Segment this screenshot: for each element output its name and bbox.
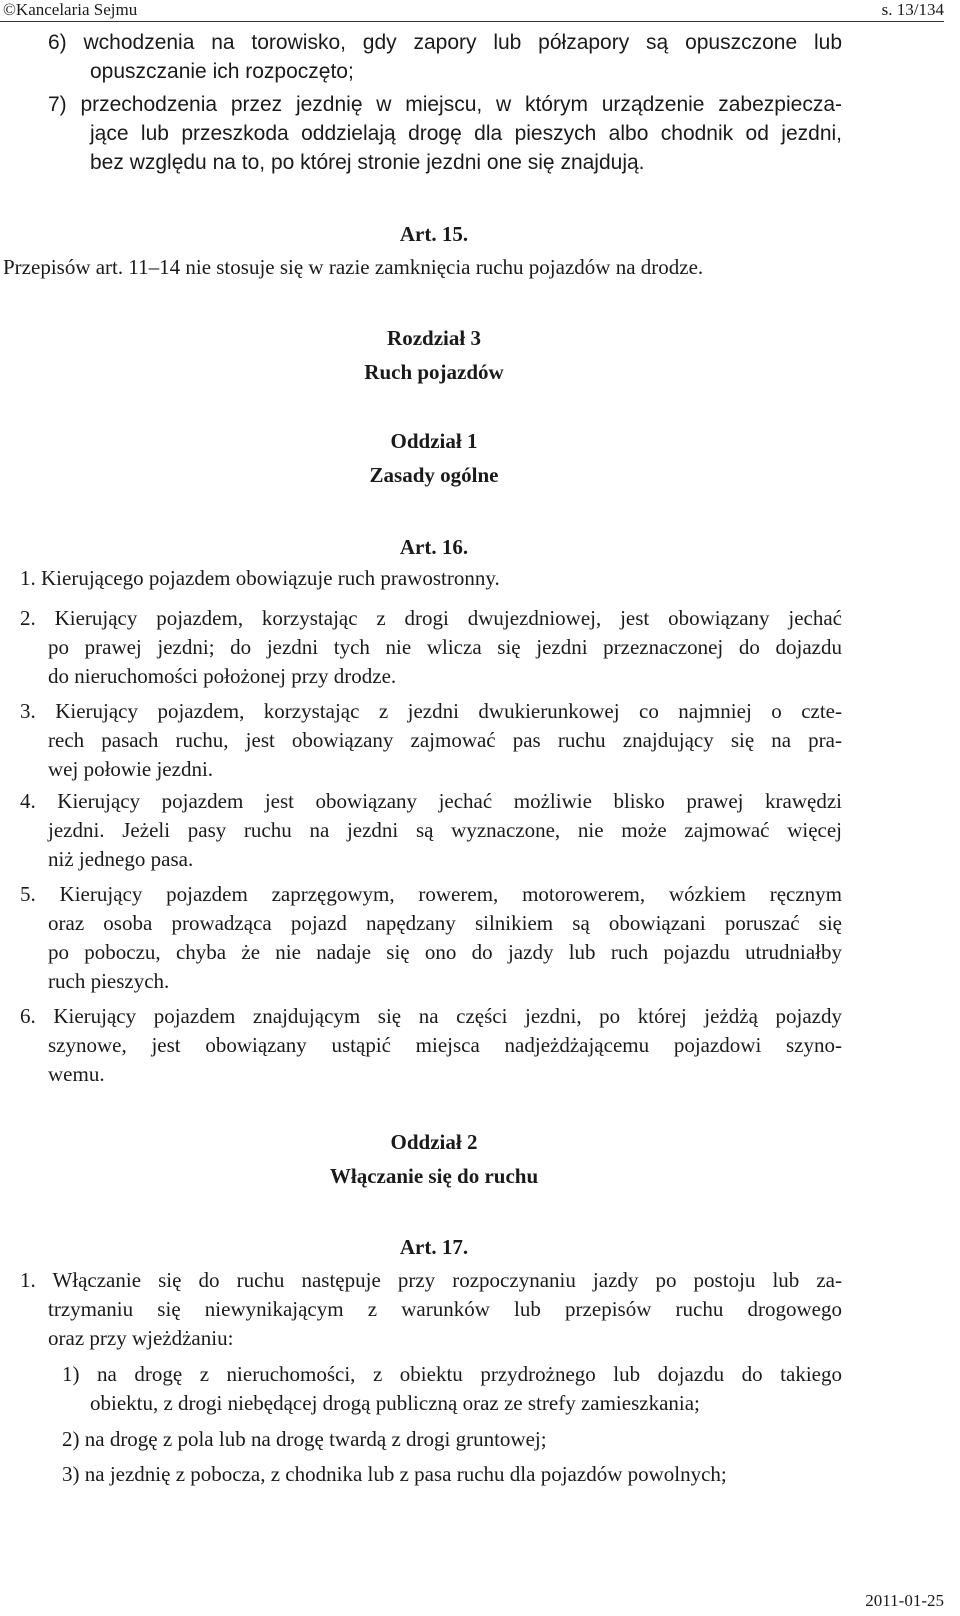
art17-para-1-line-1: 1. Włączanie się do ruchu następuje przy rozpoczynaniu jazdy po postoju lub za- xyxy=(20,1268,842,1292)
point-7-line-3: bez względu na to, po której stronie jezdni one się znajdują. xyxy=(90,151,645,174)
art16-para-4-line-1: 4. Kierujący pojazdem jest obowiązany jechać możliwie blisko prawej krawędzi xyxy=(20,789,842,813)
art16-para-2-line-3: do nieruchomości położonej przy drodze. xyxy=(48,664,397,688)
chapter-title: Ruch pojazdów xyxy=(364,360,504,384)
art16-para-6-line-2: szynowe, jest obowiązany ustąpić miejsca nadjeżdżającemu pojazdowi szyno- xyxy=(48,1033,842,1057)
art16-para-2-line-1: 2. Kierujący pojazdem, korzystając z drogi dwujezdniowej, jest obowiązany jechać xyxy=(20,606,842,630)
page-number: s. 13/134 xyxy=(881,0,944,19)
art17-point-1-line-1: 1) na drogę z nieruchomości, z obiektu przydrożnego lub dojazdu do takiego xyxy=(62,1362,842,1386)
point-7-line-1: 7) przechodzenia przez jezdnię w miejscu, w którym urządzenie zabezpiecza- xyxy=(48,93,842,116)
art16-para-2-line-2: po prawej jezdni; do jezdni tych nie wlicza się jezdni przeznaczonej do dojazdu xyxy=(48,635,842,659)
point-6-line-2: opuszczanie ich rozpoczęto; xyxy=(90,60,354,83)
art16-para-4-line-2: jezdni. Jeżeli pasy ruchu na jezdni są wyznaczone, nie może zajmować więcej xyxy=(48,818,842,842)
art16-para-5-line-2: oraz osoba prowadząca pojazd napędzany silnikiem są obowiązani poruszać się xyxy=(48,911,842,935)
art17-point-1-line-2: obiektu, z drogi niebędącej drogą publiczną oraz ze strefy zamieszkania; xyxy=(90,1391,700,1415)
art17-para-1-line-3: oraz przy wjeżdżaniu: xyxy=(48,1326,234,1350)
point-6-line-1: 6) wchodzenia na torowisko, gdy zapory lub półzapory są opuszczone lub xyxy=(48,31,842,54)
art17-point-2: 2) na drogę z pola lub na drogę twardą z drogi gruntowej; xyxy=(62,1427,547,1451)
section-2-title: Włączanie się do ruchu xyxy=(329,1164,539,1188)
art16-para-6-line-1: 6. Kierujący pojazdem znajdującym się na części jezdni, po której jeżdżą pojazdy xyxy=(20,1004,842,1028)
art16-para-5-line-1: 5. Kierujący pojazdem zaprzęgowym, rowerem, motorowerem, wózkiem ręcznym xyxy=(20,882,842,906)
header-publisher: ©Kancelaria Sejmu xyxy=(3,0,138,19)
chapter-heading: Rozdział 3 xyxy=(387,326,481,350)
art16-para-3-line-1: 3. Kierujący pojazdem, korzystając z jezdni dwukierunkowej co najmniej o czte- xyxy=(20,699,842,723)
point-7-line-2: jące lub przeszkoda oddzielają drogę dla pieszych albo chodnik od jezdni, xyxy=(90,122,842,145)
art17-para-1-line-2: trzymaniu się niewynikającym z warunków lub przepisów ruchu drogowego xyxy=(48,1297,842,1321)
header-divider xyxy=(0,21,944,22)
art16-para-6-line-3: wemu. xyxy=(48,1062,105,1086)
art17-point-3: 3) na jezdnię z pobocza, z chodnika lub z pasa ruchu dla pojazdów powolnych; xyxy=(62,1462,727,1486)
article-17-heading: Art. 17. xyxy=(399,1235,469,1259)
article-15-text: Przepisów art. 11–14 nie stosuje się w razie zamknięcia ruchu pojazdów na drodze. xyxy=(3,255,704,279)
section-2-heading: Oddział 2 xyxy=(390,1130,478,1154)
article-15-heading: Art. 15. xyxy=(399,222,469,246)
art16-para-5-line-3: po poboczu, chyba że nie nadaje się ono do jazdy lub ruch pojazdu utrudniałby xyxy=(48,940,842,964)
art16-para-4-line-3: niż jednego pasa. xyxy=(48,847,194,871)
art16-para-3-line-3: wej połowie jezdni. xyxy=(48,757,214,781)
article-16-heading: Art. 16. xyxy=(399,535,469,559)
footer-date: 2011-01-25 xyxy=(865,1591,944,1610)
art16-para-5-line-4: ruch pieszych. xyxy=(48,969,170,993)
section-1-heading: Oddział 1 xyxy=(390,429,478,453)
art16-para-3-line-2: rech pasach ruchu, jest obowiązany zajmować pas ruchu znajdujący się na pra- xyxy=(48,728,842,752)
art16-para-1: 1. Kierującego pojazdem obowiązuje ruch prawostronny. xyxy=(20,566,500,590)
section-1-title: Zasady ogólne xyxy=(369,463,499,487)
